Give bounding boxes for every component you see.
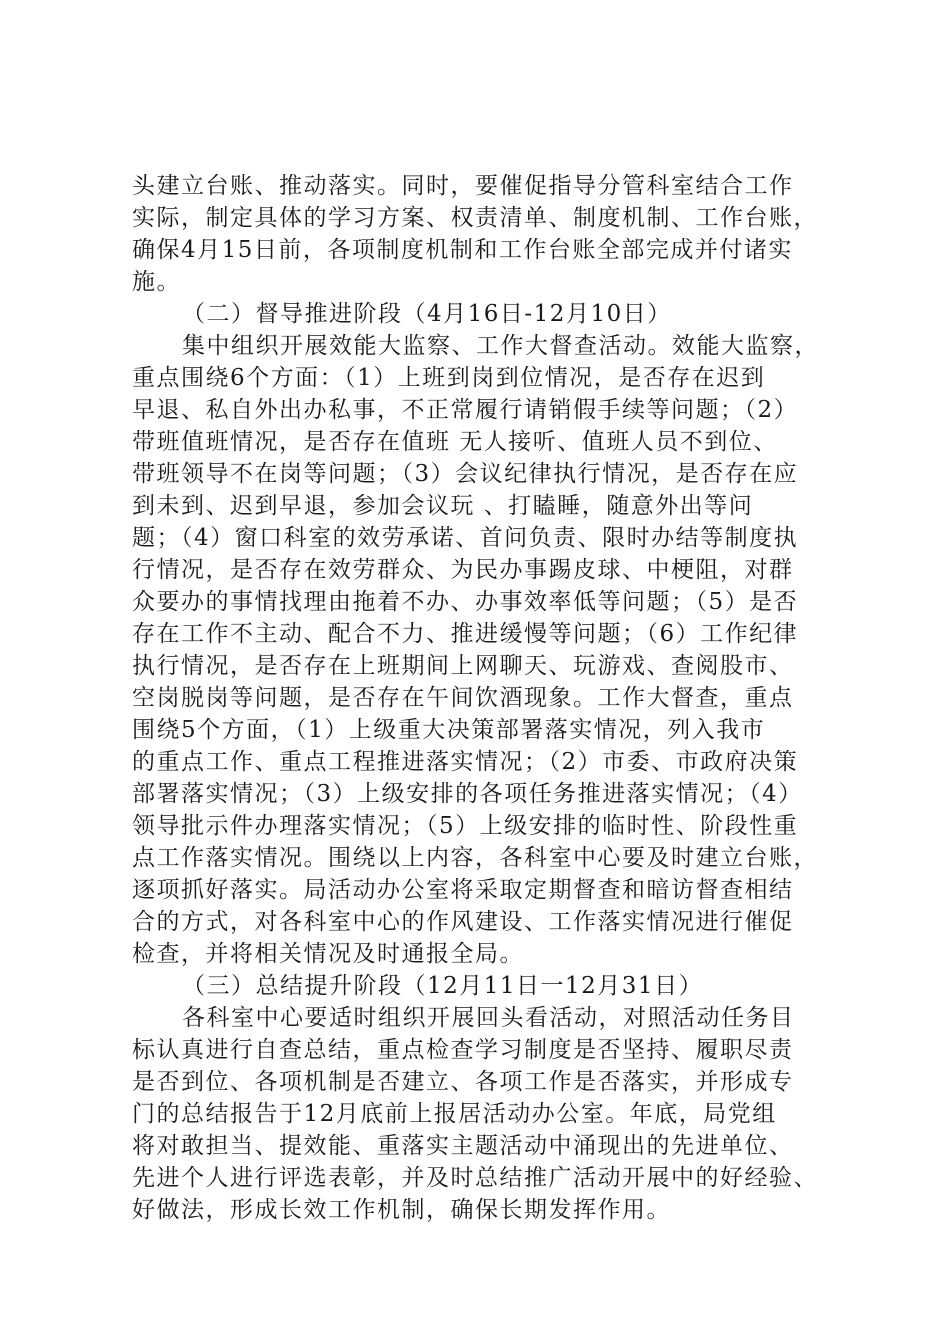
text-line: 各科室中心要适时组织开展回头看活动，对照活动任务目: [182, 1005, 795, 1031]
text-line: 部署落实情况；（3）上级安排的各项任务推进落实情况；（4）: [132, 781, 803, 807]
text-line: 好做法，形成长效工作机制，确保长期发挥作用。: [132, 1197, 671, 1223]
text-line: 到未到、迟到早退，参加会议玩 、打瞌睡，随意外出等问: [132, 493, 754, 519]
text-line: 先进个人进行评选表彰，并及时总结推广活动开展中的好经验、: [132, 1165, 818, 1191]
text-line: 头建立台账、推动落实。同时，要催促指导分管科室结合工作: [132, 173, 794, 199]
text-line: 检查，并将相关情况及时通报全局。: [132, 941, 524, 967]
text-line: 带班值班情况，是否存在值班 无人接听、值班人员不到位、: [132, 429, 778, 455]
text-line: 行情况，是否存在效劳群众、为民办事踢皮球、中梗阻，对群: [132, 557, 794, 583]
text-line: 存在工作不主动、配合不力、推进缓慢等问题；（6）工作纪律: [132, 621, 799, 647]
text-line: 集中组织开展效能大监察、工作大督查活动。效能大监察，: [182, 333, 819, 359]
text-line: 重点围绕6个方面：（1）上班到岗到位情况，是否存在迟到: [132, 365, 766, 391]
text-line: 逐项抓好落实。局活动办公室将采取定期督查和暗访督查相结: [132, 877, 794, 903]
text-line: 合的方式，对各科室中心的作风建设、工作落实情况进行催促: [132, 909, 794, 935]
text-line: （三）总结提升阶段（12月11日一12月31日）: [182, 973, 704, 999]
text-line: 点工作落实情况。围绕以上内容，各科室中心要及时建立台账，: [132, 845, 818, 871]
text-line: 领导批示件办理落实情况；（5）上级安排的临时性、阶段性重: [132, 813, 799, 839]
text-line: （二）督导推进阶段（4月16日-12月10日）: [182, 301, 672, 327]
text-line: 将对敢担当、提效能、重落实主题活动中涌现出的先进单位、: [132, 1133, 794, 1159]
text-line: 题；（4）窗口科室的效劳承诺、首问负责、限时办结等制度执: [132, 525, 799, 551]
text-line: 围绕5个方面，（1）上级重大决策部署落实情况，列入我市: [132, 717, 766, 743]
text-line: 空岗脱岗等问题，是否存在午间饮酒现象。工作大督查，重点: [132, 685, 794, 711]
text-line: 标认真进行自查总结，重点检查学习制度是否坚持、履职尽责: [132, 1037, 794, 1063]
text-line: 的重点工作、重点工程推进落实情况；（2）市委、市政府决策: [132, 749, 799, 775]
text-line: 是否到位、各项机制是否建立、各项工作是否落实，并形成专: [132, 1069, 794, 1095]
text-line: 施。: [132, 269, 181, 295]
text-line: 执行情况，是否存在上班期间上网聊天、玩游戏、查阅股市、: [132, 653, 794, 679]
text-line: 确保4月15日前，各项制度机制和工作台账全部完成并付诸实: [132, 237, 793, 263]
text-line: 带班领导不在岗等问题；（3）会议纪律执行情况，是否存在应: [132, 461, 799, 487]
body-text: [132, 170, 842, 1226]
text-line: 实际，制定具体的学习方案、权责清单、制度机制、工作台账，: [132, 205, 818, 231]
text-line: 众要办的事情找理由拖着不办、办事效率低等问题；（5）是否: [132, 589, 799, 615]
text-line: 门的总结报告于12月底前上报居活动办公室。年底，局党组: [132, 1101, 777, 1127]
text-line: 早退、私自外出办私事，不正常履行请销假手续等问题；（2）: [132, 397, 799, 423]
